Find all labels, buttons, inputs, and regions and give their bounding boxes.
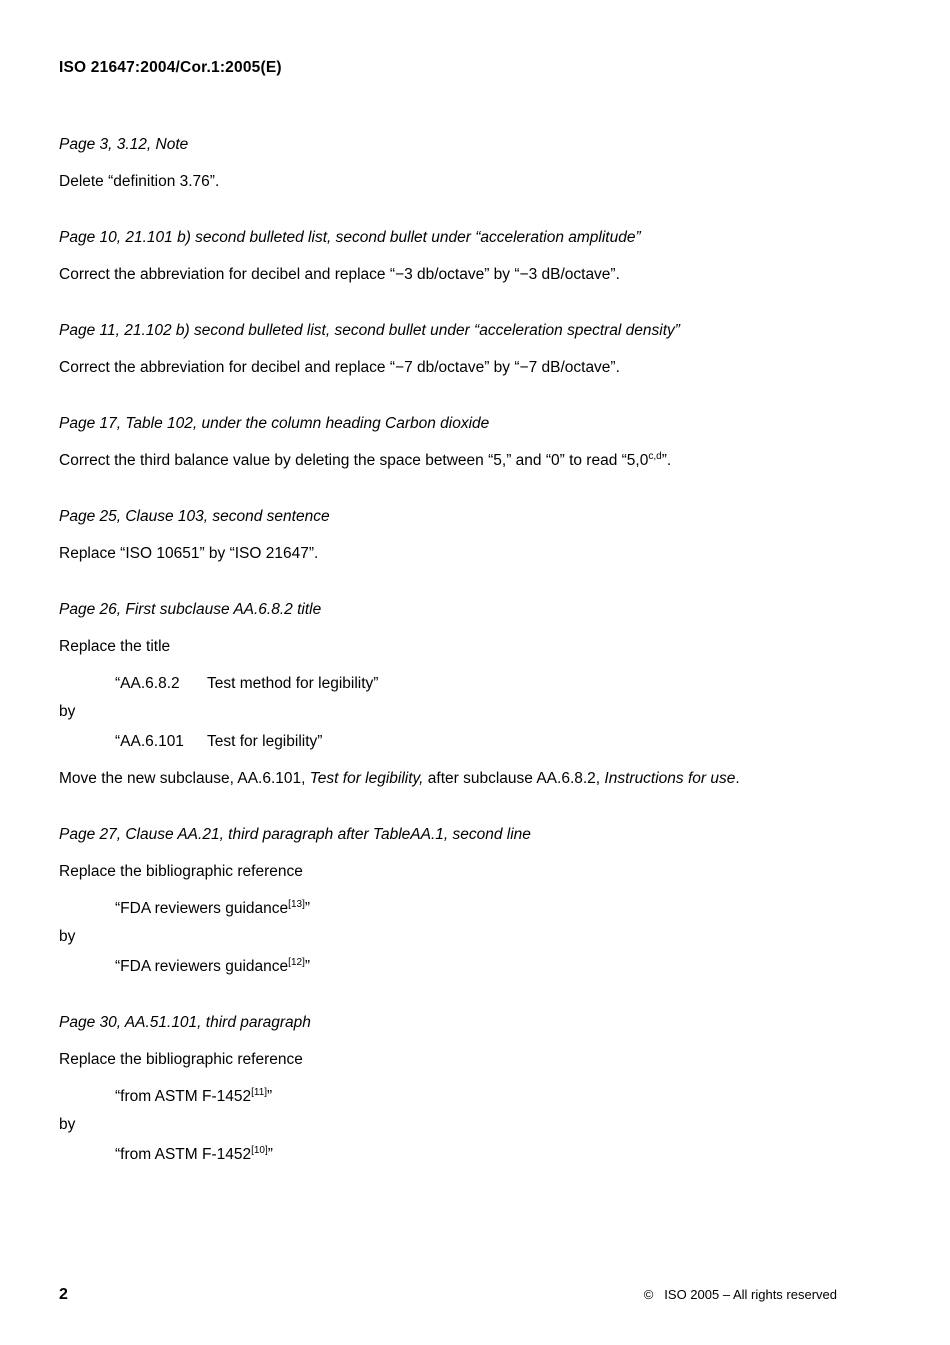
instruction-line xyxy=(59,862,840,882)
quoted-text-line xyxy=(59,1145,840,1165)
quoted-clause-number: “AA.6.8.2 xyxy=(115,675,180,692)
correction-section xyxy=(59,135,840,192)
bibliographic-reference-superscript: [13] xyxy=(288,898,305,910)
text-segment: ” xyxy=(304,900,311,917)
text-segment: “FDA reviewers guidance xyxy=(115,958,289,975)
instruction-line xyxy=(59,451,840,471)
instruction-line xyxy=(59,1115,840,1135)
document-content xyxy=(59,58,840,1165)
correction-section xyxy=(59,507,840,564)
bibliographic-reference-superscript: [10] xyxy=(251,1144,268,1156)
quoted-clause-number: “AA.6.101 xyxy=(115,733,184,750)
text-segment: . xyxy=(735,770,740,787)
bibliographic-reference-superscript: [11] xyxy=(251,1086,268,1098)
text-segment: by xyxy=(59,928,76,945)
correction-location-heading: Page 30, AA.51.101, third paragraph xyxy=(59,1014,311,1031)
text-segment: Correct the abbreviation for decibel and replace “−7 db/octave” by “−7 dB/octave”. xyxy=(59,359,620,376)
text-segment: after subclause AA.6.8.2, xyxy=(423,770,605,787)
correction-section xyxy=(59,1013,840,1165)
bibliographic-reference-superscript: [12] xyxy=(288,956,305,968)
text-segment: ” xyxy=(267,1088,273,1105)
bibliographic-reference-superscript: c,d xyxy=(648,450,662,462)
text-segment: Test for legibility” xyxy=(207,733,323,750)
correction-location-heading: Page 26, First subclause AA.6.8.2 title xyxy=(59,601,322,618)
text-segment: Replace the bibliographic reference xyxy=(59,863,303,880)
instruction-line xyxy=(59,1050,840,1070)
text-segment: Replace “ISO 10651” by “ISO 21647”. xyxy=(59,545,319,562)
document-reference-header: ISO 21647:2004/Cor.1:2005(E) xyxy=(59,59,282,76)
text-segment: Delete “definition 3.76”. xyxy=(59,173,220,190)
quoted-text-line xyxy=(59,899,840,919)
text-segment: Replace the title xyxy=(59,638,171,655)
text-segment: “from ASTM F-1452 xyxy=(115,1146,252,1163)
text-segment: Test method for legibility” xyxy=(207,675,379,692)
instruction-line xyxy=(59,544,840,564)
correction-section xyxy=(59,321,840,378)
instruction-line xyxy=(59,702,840,722)
correction-location-heading: Page 11, 21.102 b) second bulleted list, second bullet under “acceleration spectral density” xyxy=(59,322,680,339)
text-segment: Correct the abbreviation for decibel and replace “−3 db/octave” by “−3 dB/octave”. xyxy=(59,266,620,283)
instruction-line xyxy=(59,172,840,192)
text-segment: ” xyxy=(304,958,311,975)
copyright-symbol: © xyxy=(643,1287,654,1302)
correction-location-heading: Page 17, Table 102, under the column heading Carbon dioxide xyxy=(59,415,490,432)
instruction-line xyxy=(59,265,840,285)
copyright-notice xyxy=(644,1285,837,1305)
correction-section xyxy=(59,600,840,789)
copyright-text: ISO 2005 – All rights reserved xyxy=(664,1287,837,1302)
quoted-text-line xyxy=(59,957,840,977)
instruction-line xyxy=(59,927,840,947)
text-segment: Instructions for use xyxy=(604,770,736,787)
instruction-line xyxy=(59,358,840,378)
instruction-line xyxy=(59,769,840,789)
correction-section xyxy=(59,825,840,977)
correction-section xyxy=(59,228,840,285)
page-footer xyxy=(59,1285,837,1305)
text-segment: Move the new subclause, AA.6.101, xyxy=(59,770,310,787)
text-segment: by xyxy=(59,703,76,720)
correction-location-heading: Page 10, 21.101 b) second bulleted list, second bullet under “acceleration amplitude” xyxy=(59,229,641,246)
text-segment: Correct the third balance value by deleting the space between “5,” and “0” to read “5,0 xyxy=(59,452,649,469)
correction-section xyxy=(59,414,840,471)
text-segment: “from ASTM F-1452 xyxy=(115,1088,252,1105)
correction-location-heading: Page 25, Clause 103, second sentence xyxy=(59,508,330,525)
text-segment: by xyxy=(59,1116,76,1133)
page-number: 2 xyxy=(59,1286,68,1303)
text-segment: Test for legibility, xyxy=(309,770,424,787)
text-segment: ” xyxy=(267,1146,273,1163)
instruction-line xyxy=(59,637,840,657)
corrections-list xyxy=(59,135,840,1165)
correction-location-heading: Page 3, 3.12, Note xyxy=(59,136,189,153)
quoted-text-line xyxy=(59,674,840,694)
quoted-text-line xyxy=(59,732,840,752)
text-segment: ”. xyxy=(661,452,672,469)
correction-location-heading: Page 27, Clause AA.21, third paragraph after TableAA.1, second line xyxy=(59,826,531,843)
quoted-text-line xyxy=(59,1087,840,1107)
text-segment: “FDA reviewers guidance xyxy=(115,900,289,917)
text-segment: Replace the bibliographic reference xyxy=(59,1051,303,1068)
